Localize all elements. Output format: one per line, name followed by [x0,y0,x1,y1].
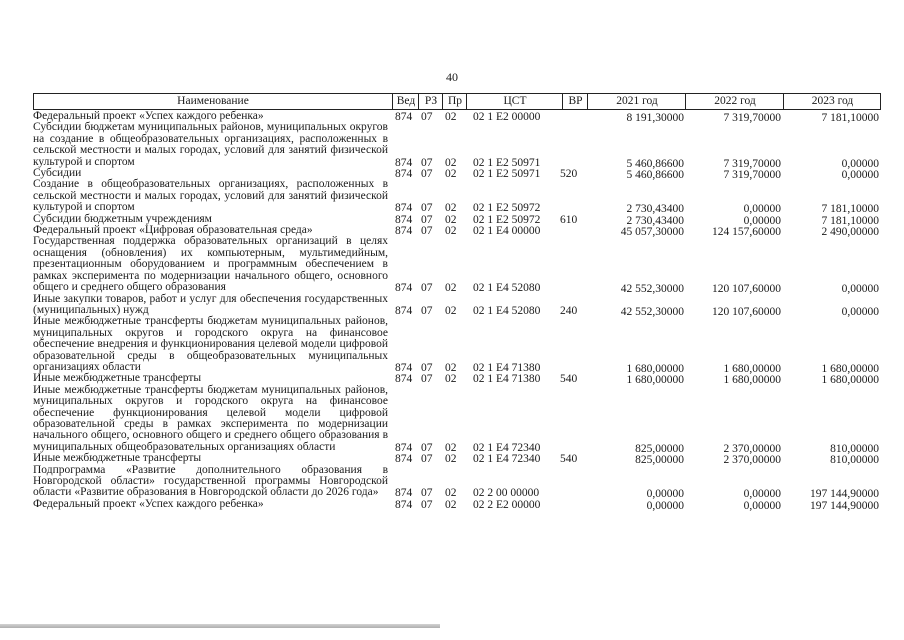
row-name: Иные закупки товаров, работ и услуг для обеспечения государственных (муниципальных) нужд [33,292,388,316]
table-row [33,178,881,216]
cell-pr: 02 [445,304,457,317]
cell-cst: 02 1 E2 50972 [473,202,541,215]
cell-cst: 02 2 00 00000 [473,487,540,500]
cell-y2023: 1 680,00000 [821,362,879,375]
cell-vr: 540 [560,453,578,466]
header-vr: ВР [562,94,588,109]
cell-rz: 07 [421,156,433,169]
cell-ved: 874 [395,373,413,386]
cell-y2021: 1 680,00000 [626,374,684,387]
cell-y2022: 120 107,60000 [712,283,781,296]
cell-pr: 02 [445,202,457,215]
table-row [33,316,881,373]
cell-y2023: 7 181,10000 [821,112,879,124]
cell-cst: 02 2 E2 00000 [473,498,541,511]
cell-rz: 07 [421,304,433,317]
cell-y2021: 0,00000 [646,499,684,512]
cell-y2023: 197 144,90000 [810,488,879,501]
cell-ved: 874 [395,453,413,466]
cell-rz: 07 [421,213,433,226]
cell-y2021: 5 460,86600 [626,157,684,170]
header-cst: ЦСТ [466,94,563,109]
table-row [33,385,881,453]
row-name: Субсидии [33,167,82,180]
cell-y2021: 2 730,43400 [626,203,684,216]
cell-y2022: 7 319,70000 [723,112,781,124]
header-2022: 2022 год [685,94,784,109]
cell-y2021: 42 552,30000 [620,305,684,318]
cell-pr: 02 [445,361,457,374]
cell-y2022: 7 319,70000 [723,157,781,170]
cell-y2021: 8 191,30000 [626,112,684,124]
cell-rz: 07 [421,441,433,454]
cell-y2022: 1 680,00000 [723,362,781,375]
cell-pr: 02 [445,213,457,226]
cell-cst: 02 1 E4 72340 [473,453,541,466]
cell-cst: 02 1 E2 50971 [473,168,541,181]
cell-rz: 07 [421,111,433,123]
cell-cst: 02 1 E4 72340 [473,441,541,454]
row-name: Субсидии бюджетным учреждениям [33,212,212,225]
cell-ved: 874 [395,441,413,454]
cell-y2022: 0,00000 [743,488,781,501]
cell-ved: 874 [395,225,413,238]
cell-y2021: 0,00000 [646,488,684,501]
table-row [33,465,881,499]
row-name: Федеральный проект «Успех каждого ребенка» [33,497,264,510]
table-row [33,122,881,168]
header-2023: 2023 год [783,94,881,109]
table-header [33,93,881,110]
cell-ved: 874 [395,156,413,169]
header-name: Наименование [177,95,249,107]
cell-y2023: 7 181,10000 [821,214,879,227]
cell-y2022: 0,00000 [743,214,781,227]
cell-cst: 02 1 E2 50972 [473,213,541,226]
cell-ved: 874 [395,498,413,511]
cell-y2022: 0,00000 [743,203,781,216]
table-row [33,499,881,510]
row-name: Федеральный проект «Успех каждого ребенка» [33,110,264,122]
row-name: Федеральный проект «Цифровая образовательная среда» [33,224,313,237]
cell-ved: 874 [395,304,413,317]
cell-y2023: 1 680,00000 [821,374,879,387]
cell-pr: 02 [445,487,457,500]
table-row [33,452,881,467]
header-2021: 2021 год [587,94,686,109]
row-name: Иные межбюджетные трансферты бюджетам муниципальных районов, муниципальных округов и городского округа на финансовое обеспечение функционирования целевой модели цифровой образовательной среды в рамках эксперимента по модернизации начального общего, основного общего и среднего общего образования в муниципальных общеобразовательных организациях области [33,383,388,453]
cell-y2021: 45 057,30000 [620,226,684,239]
cell-vr: 240 [560,304,578,317]
cell-y2023: 0,00000 [841,169,879,182]
cell-y2023: 2 490,00000 [821,226,879,239]
cell-y2021: 1 680,00000 [626,362,684,375]
cell-pr: 02 [445,453,457,466]
cell-rz: 07 [421,168,433,181]
cell-y2023: 197 144,90000 [810,499,879,512]
cell-y2021: 825,00000 [635,454,684,467]
cell-y2022: 0,00000 [743,499,781,512]
cell-y2022: 124 157,60000 [712,226,781,239]
cell-ved: 874 [395,213,413,226]
cell-y2023: 7 181,10000 [821,203,879,216]
cell-ved: 874 [395,361,413,374]
cell-cst: 02 1 E4 00000 [473,225,541,238]
cell-y2022: 7 319,70000 [723,169,781,182]
row-name: Подпрограмма «Развитие дополнительного образования в Новгородской области» государственной программы Новгородской области «Развитие образования в Новгородской области до 2026 года» [33,463,388,499]
header-rz: РЗ [418,94,443,109]
cell-pr: 02 [445,168,457,181]
header-ved: Вед [392,94,419,109]
cell-rz: 07 [421,373,433,386]
cell-ved: 874 [395,487,413,500]
cell-rz: 07 [421,225,433,238]
cell-y2022: 1 680,00000 [723,374,781,387]
table-row [33,235,881,296]
cell-rz: 07 [421,282,433,295]
cell-y2022: 2 370,00000 [723,442,781,455]
cell-pr: 02 [445,498,457,511]
cell-pr: 02 [445,225,457,238]
scan-edge-artifact [0,624,440,628]
cell-y2023: 0,00000 [841,157,879,170]
cell-pr: 02 [445,373,457,386]
row-name: Создание в общеобразовательных организациях, расположенных в сельской местности и малых городах, условий для занятий физической культурой и спортом [33,178,388,214]
page-number: 40 [446,70,458,84]
cell-pr: 02 [445,111,457,123]
cell-rz: 07 [421,202,433,215]
cell-pr: 02 [445,156,457,169]
cell-vr: 520 [560,168,578,181]
cell-y2022: 2 370,00000 [723,454,781,467]
row-name: Иные межбюджетные трансферты [33,372,202,385]
cell-cst: 02 1 E2 50971 [473,156,541,169]
cell-y2021: 2 730,43400 [626,214,684,227]
table-row [33,294,881,317]
cell-y2021: 825,00000 [635,442,684,455]
cell-ved: 874 [395,111,413,123]
cell-vr: 610 [560,213,578,226]
row-name: Государственная поддержка образовательных организаций в целях оснащения (обновления) их компьютерным, мультимедийным, презентационным оборудованием и программным обеспечением в рамках эксперимента по модернизации начального общего, основного общего и среднего общего образования [33,235,388,294]
row-name: Иные межбюджетные трансферты бюджетам муниципальных районов, муниципальных округов и городского округа на финансовое обеспечение внедрения и функционирования целевой модели цифровой образовательной среды в общеобразовательных муниципальных организациях области [33,315,388,373]
cell-ved: 874 [395,168,413,181]
cell-ved: 874 [395,202,413,215]
cell-pr: 02 [445,441,457,454]
cell-cst: 02 1 E4 71380 [473,373,541,386]
cell-y2023: 810,00000 [830,454,879,467]
cell-y2021: 42 552,30000 [620,283,684,296]
cell-cst: 02 1 E4 52080 [473,304,541,317]
cell-rz: 07 [421,498,433,511]
cell-y2023: 810,00000 [830,442,879,455]
cell-y2021: 5 460,86600 [626,169,684,182]
row-name: Субсидии бюджетам муниципальных районов, муниципальных округов на создание в общеобразовательных организациях, расположенных в сельской местности и малых городах, условий для занятий физической культурой и спортом [33,121,388,168]
cell-y2023: 0,00000 [841,305,879,318]
cell-ved: 874 [395,282,413,295]
header-pr: Пр [442,94,467,109]
cell-rz: 07 [421,453,433,466]
budget-table-body [33,111,881,510]
cell-cst: 02 1 E4 52080 [473,282,541,295]
cell-y2022: 120 107,60000 [712,305,781,318]
cell-vr: 540 [560,373,578,386]
cell-cst: 02 1 E4 71380 [473,361,541,374]
cell-rz: 07 [421,487,433,500]
cell-cst: 02 1 E2 00000 [473,111,541,123]
cell-pr: 02 [445,282,457,295]
cell-rz: 07 [421,361,433,374]
cell-y2023: 0,00000 [841,283,879,296]
row-name: Иные межбюджетные трансферты [33,452,202,465]
